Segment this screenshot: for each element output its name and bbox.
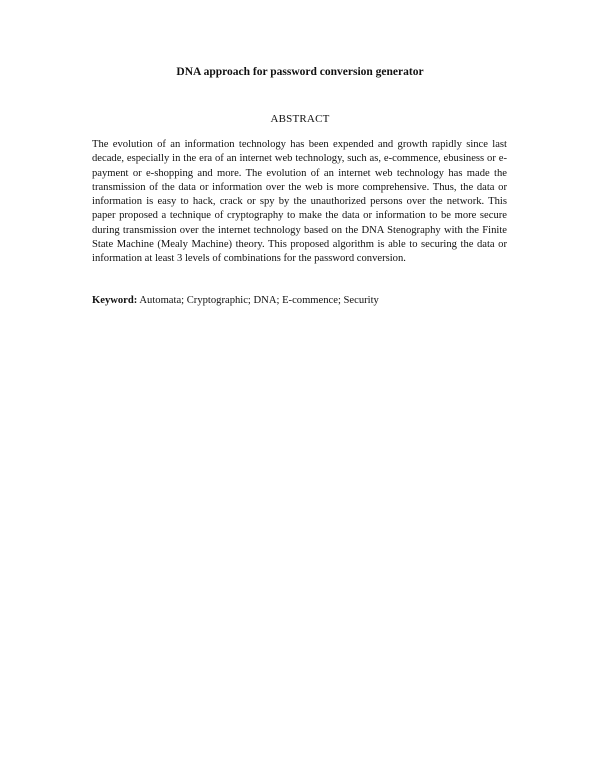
keywords-line: [92, 294, 507, 308]
keywords-label: Keyword:: [92, 295, 138, 306]
abstract-body: The evolution of an information technology has been expended and growth rapidly since last decade, especially in the era of an internet web technology, such as, e-commence, ebusiness or e-payment or e-shopping and more. The evolution of an internet web technology has made the transmission of the data or information over the web is more comprehensive. Thus, the data or information is easy to hack, crack or spy by the unauthorized persons over the network. This paper proposed a technique of cryptography to make the data or information to be more secure during transmission over the internet technology based on the DNA Stenography with the Finite State Machine (Mealy Machine) theory. This proposed algorithm is able to securing the data or information at least 3 levels of combinations for the password conversion.: [92, 139, 507, 265]
abstract-heading: ABSTRACT: [270, 113, 330, 125]
paper-title: DNA approach for password conversion generator: [176, 66, 424, 78]
keywords-list: Automata; Cryptographic; DNA; E-commence; Security: [137, 295, 379, 306]
